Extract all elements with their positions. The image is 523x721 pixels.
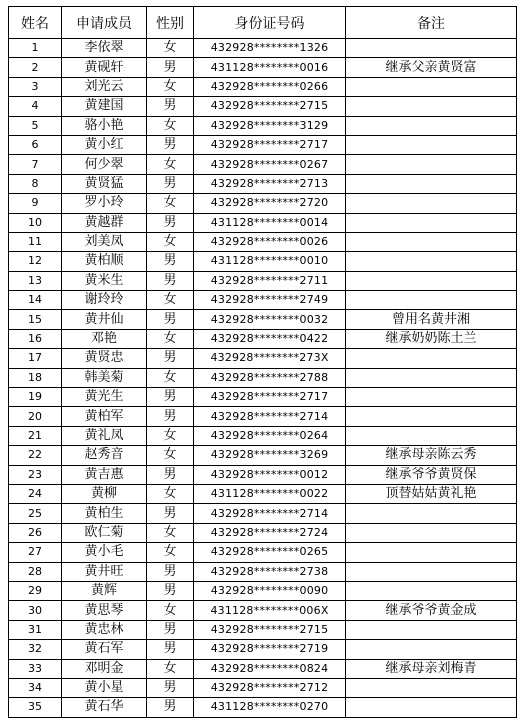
note-cell — [346, 97, 517, 116]
id-number-cell: 432928********2719 — [194, 640, 346, 659]
id-number-cell: 432928********0012 — [194, 465, 346, 484]
note-cell — [346, 77, 517, 96]
member-name-cell: 黄吉惠 — [62, 465, 147, 484]
note-cell — [346, 698, 517, 717]
id-number-cell: 432928********0090 — [194, 581, 346, 600]
row-number-cell: 30 — [9, 601, 62, 620]
member-name-cell: 黄石华 — [62, 698, 147, 717]
row-number-cell: 29 — [9, 581, 62, 600]
table-row — [9, 388, 517, 407]
row-number-cell: 28 — [9, 562, 62, 581]
gender-cell: 男 — [147, 640, 194, 659]
id-number-cell: 432928********2720 — [194, 194, 346, 213]
gender-cell: 女 — [147, 543, 194, 562]
note-cell — [346, 252, 517, 271]
row-number-cell: 5 — [9, 116, 62, 135]
id-number-cell: 431128********0270 — [194, 698, 346, 717]
member-name-cell: 黄柏军 — [62, 407, 147, 426]
note-cell — [346, 581, 517, 600]
row-number-cell: 10 — [9, 213, 62, 232]
member-table — [8, 6, 517, 718]
member-name-cell: 刘光云 — [62, 77, 147, 96]
row-number-cell: 17 — [9, 349, 62, 368]
id-number-cell: 432928********2717 — [194, 135, 346, 154]
note-cell — [346, 620, 517, 639]
header-row — [9, 7, 517, 39]
note-cell — [346, 640, 517, 659]
table-row — [9, 620, 517, 639]
id-number-cell: 432928********2717 — [194, 388, 346, 407]
header-col-5: 备注 — [346, 7, 517, 39]
table-row — [9, 465, 517, 484]
member-name-cell: 黄思琴 — [62, 601, 147, 620]
gender-cell: 男 — [147, 252, 194, 271]
table-row — [9, 155, 517, 174]
note-cell — [346, 523, 517, 542]
note-cell — [346, 116, 517, 135]
gender-cell: 男 — [147, 465, 194, 484]
note-cell — [346, 678, 517, 697]
row-number-cell: 32 — [9, 640, 62, 659]
note-cell — [346, 291, 517, 310]
id-number-cell: 432928********2715 — [194, 620, 346, 639]
header-col-3: 性别 — [147, 7, 194, 39]
note-cell — [346, 271, 517, 290]
row-number-cell: 7 — [9, 155, 62, 174]
note-cell: 继承奶奶陈土兰 — [346, 329, 517, 348]
id-number-cell: 432928********0824 — [194, 659, 346, 678]
gender-cell: 女 — [147, 368, 194, 387]
member-name-cell: 黄建国 — [62, 97, 147, 116]
gender-cell: 女 — [147, 659, 194, 678]
header-col-2: 申请成员 — [62, 7, 147, 39]
table-row — [9, 135, 517, 154]
table-row — [9, 659, 517, 678]
id-number-cell: 431128********0022 — [194, 484, 346, 503]
row-number-cell: 31 — [9, 620, 62, 639]
id-number-cell: 432928********0267 — [194, 155, 346, 174]
row-number-cell: 12 — [9, 252, 62, 271]
table-row — [9, 310, 517, 329]
gender-cell: 男 — [147, 310, 194, 329]
table-row — [9, 39, 517, 58]
note-cell — [346, 213, 517, 232]
member-name-cell: 欧仁菊 — [62, 523, 147, 542]
row-number-cell: 14 — [9, 291, 62, 310]
member-name-cell: 黄井仙 — [62, 310, 147, 329]
table-row — [9, 601, 517, 620]
row-number-cell: 2 — [9, 58, 62, 77]
id-number-cell: 432928********0266 — [194, 77, 346, 96]
row-number-cell: 20 — [9, 407, 62, 426]
member-name-cell: 邓明金 — [62, 659, 147, 678]
row-number-cell: 6 — [9, 135, 62, 154]
note-cell: 继承爷爷黄金成 — [346, 601, 517, 620]
row-number-cell: 22 — [9, 446, 62, 465]
member-name-cell: 黄砚轩 — [62, 58, 147, 77]
note-cell — [346, 407, 517, 426]
note-cell — [346, 426, 517, 445]
table-row — [9, 271, 517, 290]
member-name-cell: 李依翠 — [62, 39, 147, 58]
id-number-cell: 432928********273X — [194, 349, 346, 368]
gender-cell: 男 — [147, 678, 194, 697]
member-name-cell: 黄柳 — [62, 484, 147, 503]
table-row — [9, 562, 517, 581]
id-number-cell: 432928********2713 — [194, 174, 346, 193]
gender-cell: 女 — [147, 484, 194, 503]
table-row — [9, 426, 517, 445]
table-row — [9, 349, 517, 368]
row-number-cell: 1 — [9, 39, 62, 58]
note-cell — [346, 155, 517, 174]
id-number-cell: 432928********2738 — [194, 562, 346, 581]
row-number-cell: 34 — [9, 678, 62, 697]
id-number-cell: 432928********2714 — [194, 504, 346, 523]
gender-cell: 男 — [147, 562, 194, 581]
member-name-cell: 黄井旺 — [62, 562, 147, 581]
gender-cell: 女 — [147, 116, 194, 135]
id-number-cell: 432928********2715 — [194, 97, 346, 116]
note-cell — [346, 504, 517, 523]
gender-cell: 男 — [147, 213, 194, 232]
row-number-cell: 3 — [9, 77, 62, 96]
row-number-cell: 16 — [9, 329, 62, 348]
member-name-cell: 黄越群 — [62, 213, 147, 232]
member-name-cell: 黄石军 — [62, 640, 147, 659]
table-row — [9, 77, 517, 96]
note-cell — [346, 349, 517, 368]
gender-cell: 男 — [147, 698, 194, 717]
note-cell — [346, 194, 517, 213]
table-row — [9, 543, 517, 562]
note-cell: 顶替姑姑黄礼艳 — [346, 484, 517, 503]
gender-cell: 男 — [147, 581, 194, 600]
gender-cell: 女 — [147, 194, 194, 213]
table-row — [9, 291, 517, 310]
member-name-cell: 黄辉 — [62, 581, 147, 600]
row-number-cell: 13 — [9, 271, 62, 290]
member-name-cell: 谢玲玲 — [62, 291, 147, 310]
id-number-cell: 432928********0026 — [194, 232, 346, 251]
gender-cell: 男 — [147, 349, 194, 368]
gender-cell: 男 — [147, 407, 194, 426]
table-row — [9, 97, 517, 116]
row-number-cell: 4 — [9, 97, 62, 116]
table-row — [9, 446, 517, 465]
gender-cell: 女 — [147, 77, 194, 96]
id-number-cell: 432928********2749 — [194, 291, 346, 310]
note-cell — [346, 388, 517, 407]
member-name-cell: 黄光生 — [62, 388, 147, 407]
member-name-cell: 黄贤猛 — [62, 174, 147, 193]
id-number-cell: 432928********3269 — [194, 446, 346, 465]
table-row — [9, 232, 517, 251]
gender-cell: 女 — [147, 523, 194, 542]
table-body — [9, 39, 517, 718]
note-cell: 继承母亲刘梅青 — [346, 659, 517, 678]
id-number-cell: 432928********2724 — [194, 523, 346, 542]
id-number-cell: 431128********006X — [194, 601, 346, 620]
gender-cell: 男 — [147, 97, 194, 116]
table-row — [9, 640, 517, 659]
table-row — [9, 213, 517, 232]
id-number-cell: 432928********0422 — [194, 329, 346, 348]
row-number-cell: 27 — [9, 543, 62, 562]
table-row — [9, 252, 517, 271]
id-number-cell: 432928********3129 — [194, 116, 346, 135]
gender-cell: 女 — [147, 329, 194, 348]
gender-cell: 男 — [147, 135, 194, 154]
row-number-cell: 35 — [9, 698, 62, 717]
row-number-cell: 21 — [9, 426, 62, 445]
row-number-cell: 33 — [9, 659, 62, 678]
id-number-cell: 432928********2711 — [194, 271, 346, 290]
gender-cell: 女 — [147, 232, 194, 251]
row-number-cell: 18 — [9, 368, 62, 387]
gender-cell: 男 — [147, 174, 194, 193]
id-number-cell: 432928********1326 — [194, 39, 346, 58]
header-col-1: 姓名 — [9, 7, 62, 39]
header-col-4: 身份证号码 — [194, 7, 346, 39]
member-name-cell: 黄贤忠 — [62, 349, 147, 368]
note-cell — [346, 232, 517, 251]
table-row — [9, 116, 517, 135]
table-row — [9, 368, 517, 387]
table-row — [9, 678, 517, 697]
note-cell: 继承母亲陈云秀 — [346, 446, 517, 465]
note-cell — [346, 368, 517, 387]
gender-cell: 男 — [147, 504, 194, 523]
id-number-cell: 432928********0264 — [194, 426, 346, 445]
id-number-cell: 432928********0265 — [194, 543, 346, 562]
member-name-cell: 黄礼凤 — [62, 426, 147, 445]
member-name-cell: 刘美凤 — [62, 232, 147, 251]
member-name-cell: 黄米生 — [62, 271, 147, 290]
member-name-cell: 韩美菊 — [62, 368, 147, 387]
row-number-cell: 25 — [9, 504, 62, 523]
member-name-cell: 罗小玲 — [62, 194, 147, 213]
row-number-cell: 15 — [9, 310, 62, 329]
note-cell — [346, 135, 517, 154]
table-row — [9, 523, 517, 542]
id-number-cell: 432928********2714 — [194, 407, 346, 426]
gender-cell: 女 — [147, 426, 194, 445]
table-row — [9, 58, 517, 77]
table-row — [9, 407, 517, 426]
id-number-cell: 432928********0032 — [194, 310, 346, 329]
gender-cell: 男 — [147, 620, 194, 639]
gender-cell: 女 — [147, 446, 194, 465]
gender-cell: 女 — [147, 601, 194, 620]
table-row — [9, 698, 517, 717]
row-number-cell: 8 — [9, 174, 62, 193]
table-row — [9, 194, 517, 213]
table-row — [9, 174, 517, 193]
row-number-cell: 24 — [9, 484, 62, 503]
member-name-cell: 骆小艳 — [62, 116, 147, 135]
row-number-cell: 11 — [9, 232, 62, 251]
member-name-cell: 赵秀音 — [62, 446, 147, 465]
note-cell: 继承父亲黄贤富 — [346, 58, 517, 77]
member-name-cell: 何少翠 — [62, 155, 147, 174]
id-number-cell: 432928********2788 — [194, 368, 346, 387]
note-cell — [346, 543, 517, 562]
member-name-cell: 黄柏生 — [62, 504, 147, 523]
gender-cell: 男 — [147, 388, 194, 407]
member-name-cell: 黄忠林 — [62, 620, 147, 639]
id-number-cell: 432928********2712 — [194, 678, 346, 697]
member-name-cell: 黄柏顺 — [62, 252, 147, 271]
table-row — [9, 504, 517, 523]
gender-cell: 女 — [147, 291, 194, 310]
id-number-cell: 431128********0016 — [194, 58, 346, 77]
id-number-cell: 431128********0010 — [194, 252, 346, 271]
row-number-cell: 23 — [9, 465, 62, 484]
note-cell — [346, 562, 517, 581]
row-number-cell: 26 — [9, 523, 62, 542]
member-name-cell: 邓艳 — [62, 329, 147, 348]
member-name-cell: 黄小星 — [62, 678, 147, 697]
id-number-cell: 431128********0014 — [194, 213, 346, 232]
row-number-cell: 9 — [9, 194, 62, 213]
gender-cell: 男 — [147, 271, 194, 290]
note-cell: 继承爷爷黄贤保 — [346, 465, 517, 484]
member-name-cell: 黄小毛 — [62, 543, 147, 562]
gender-cell: 女 — [147, 155, 194, 174]
member-name-cell: 黄小红 — [62, 135, 147, 154]
table-row — [9, 484, 517, 503]
gender-cell: 男 — [147, 58, 194, 77]
note-cell — [346, 174, 517, 193]
note-cell — [346, 39, 517, 58]
gender-cell: 女 — [147, 39, 194, 58]
note-cell: 曾用名黄井湘 — [346, 310, 517, 329]
table-row — [9, 329, 517, 348]
row-number-cell: 19 — [9, 388, 62, 407]
table-row — [9, 581, 517, 600]
